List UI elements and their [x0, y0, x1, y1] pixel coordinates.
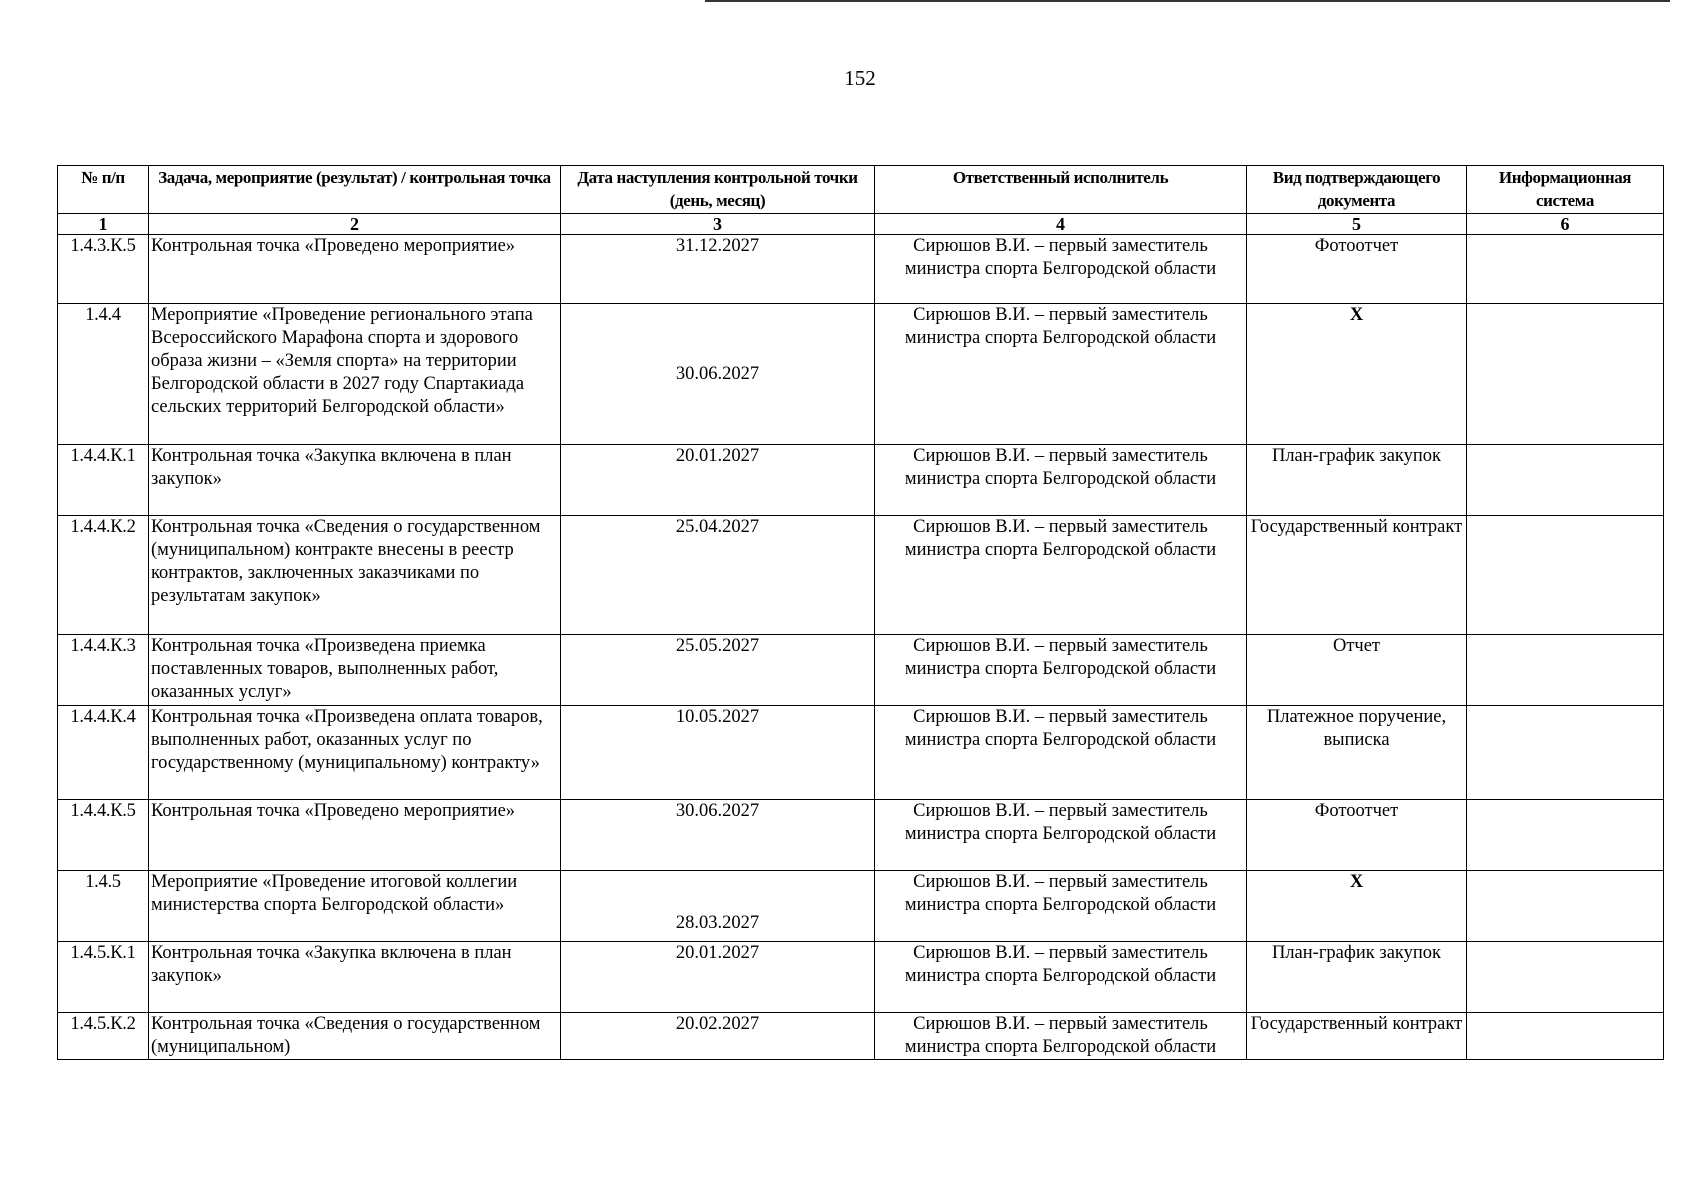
row-task: Контрольная точка «Сведения о государственном (муниципальном) — [149, 1013, 561, 1060]
row-number: 1.4.4 — [58, 304, 149, 445]
row-date: 20.01.2027 — [561, 942, 875, 1013]
row-responsible: Сирюшов В.И. – первый заместитель министра спорта Белгородской области — [875, 706, 1247, 800]
row-date: 28.03.2027 — [561, 871, 875, 942]
table-row — [58, 706, 1664, 800]
row-task: Контрольная точка «Проведено мероприятие» — [149, 800, 561, 871]
row-responsible: Сирюшов В.И. – первый заместитель министра спорта Белгородской области — [875, 516, 1247, 635]
row-system — [1467, 445, 1664, 516]
row-document: Фотоотчет — [1247, 800, 1467, 871]
row-number: 1.4.4.К.4 — [58, 706, 149, 800]
row-responsible: Сирюшов В.И. – первый заместитель министра спорта Белгородской области — [875, 445, 1247, 516]
row-document: План-график закупок — [1247, 942, 1467, 1013]
row-number: 1.4.5 — [58, 871, 149, 942]
row-task: Контрольная точка «Закупка включена в план закупок» — [149, 445, 561, 516]
table-row — [58, 235, 1664, 304]
row-task: Контрольная точка «Произведена приемка поставленных товаров, выполненных работ, оказанных услуг» — [149, 635, 561, 706]
header-task: Задача, мероприятие (результат) / контрольная точка — [149, 166, 561, 214]
top-rule — [705, 0, 1670, 2]
row-date: 20.02.2027 — [561, 1013, 875, 1060]
row-number: 1.4.3.К.5 — [58, 235, 149, 304]
row-responsible: Сирюшов В.И. – первый заместитель министра спорта Белгородской области — [875, 871, 1247, 942]
row-system — [1467, 516, 1664, 635]
table-row — [58, 871, 1664, 942]
row-number: 1.4.5.К.2 — [58, 1013, 149, 1060]
row-task: Мероприятие «Проведение итоговой коллегии министерства спорта Белгородской области» — [149, 871, 561, 942]
header-system: Информационная система — [1467, 166, 1664, 214]
row-system — [1467, 871, 1664, 942]
column-number: 1 — [58, 214, 149, 235]
row-document: Х — [1247, 871, 1467, 942]
row-system — [1467, 1013, 1664, 1060]
row-task: Контрольная точка «Произведена оплата товаров, выполненных работ, оказанных услуг по государственному (муниципальному) контракту» — [149, 706, 561, 800]
row-document: Фотоотчет — [1247, 235, 1467, 304]
row-responsible: Сирюшов В.И. – первый заместитель министра спорта Белгородской области — [875, 942, 1247, 1013]
row-task: Контрольная точка «Проведено мероприятие» — [149, 235, 561, 304]
row-system — [1467, 235, 1664, 304]
header-document: Вид подтверждающего документа — [1247, 166, 1467, 214]
row-number: 1.4.4.К.1 — [58, 445, 149, 516]
row-system — [1467, 706, 1664, 800]
page-number: 152 — [844, 66, 876, 90]
row-document: Отчет — [1247, 635, 1467, 706]
table-row — [58, 304, 1664, 445]
column-number: 6 — [1467, 214, 1664, 235]
row-date: 10.05.2027 — [561, 706, 875, 800]
header-row — [58, 166, 1664, 214]
row-document: Государственный контракт — [1247, 1013, 1467, 1060]
row-document: Х — [1247, 304, 1467, 445]
row-responsible: Сирюшов В.И. – первый заместитель министра спорта Белгородской области — [875, 800, 1247, 871]
column-number: 3 — [561, 214, 875, 235]
row-date: 20.01.2027 — [561, 445, 875, 516]
row-system — [1467, 942, 1664, 1013]
header-num: № п/п — [58, 166, 149, 214]
row-responsible: Сирюшов В.И. – первый заместитель министра спорта Белгородской области — [875, 635, 1247, 706]
row-date: 30.06.2027 — [561, 800, 875, 871]
row-system — [1467, 304, 1664, 445]
row-number: 1.4.4.К.2 — [58, 516, 149, 635]
row-system — [1467, 800, 1664, 871]
row-responsible: Сирюшов В.И. – первый заместитель министра спорта Белгородской области — [875, 304, 1247, 445]
row-date: 25.04.2027 — [561, 516, 875, 635]
row-system — [1467, 635, 1664, 706]
row-document: Платежное поручение, выписка — [1247, 706, 1467, 800]
table-row — [58, 445, 1664, 516]
row-document: План-график закупок — [1247, 445, 1467, 516]
column-number: 2 — [149, 214, 561, 235]
column-number: 5 — [1247, 214, 1467, 235]
table-row — [58, 1013, 1664, 1060]
row-task: Контрольная точка «Сведения о государственном (муниципальном) контракте внесены в реестр контрактов, заключенных заказчиками по результатам закупок» — [149, 516, 561, 635]
row-date: 30.06.2027 — [561, 304, 875, 445]
table-row — [58, 800, 1664, 871]
row-responsible: Сирюшов В.И. – первый заместитель министра спорта Белгородской области — [875, 1013, 1247, 1060]
row-date: 31.12.2027 — [561, 235, 875, 304]
header-responsible: Ответственный исполнитель — [875, 166, 1247, 214]
control-points-table — [57, 165, 1664, 1060]
header-date: Дата наступления контрольной точки (день, месяц) — [561, 166, 875, 214]
column-number: 4 — [875, 214, 1247, 235]
row-number: 1.4.5.К.1 — [58, 942, 149, 1013]
row-date: 25.05.2027 — [561, 635, 875, 706]
row-task: Мероприятие «Проведение регионального этапа Всероссийского Марафона спорта и здорового образа жизни – «Земля спорта» на территории Белгородской области в 2027 году Спартакиада сельских территорий Белгородской области» — [149, 304, 561, 445]
table-row — [58, 635, 1664, 706]
column-numbers-row — [58, 214, 1664, 235]
row-responsible: Сирюшов В.И. – первый заместитель министра спорта Белгородской области — [875, 235, 1247, 304]
table-row — [58, 516, 1664, 635]
row-number: 1.4.4.К.5 — [58, 800, 149, 871]
row-document: Государственный контракт — [1247, 516, 1467, 635]
row-number: 1.4.4.К.3 — [58, 635, 149, 706]
row-task: Контрольная точка «Закупка включена в план закупок» — [149, 942, 561, 1013]
table-row — [58, 942, 1664, 1013]
